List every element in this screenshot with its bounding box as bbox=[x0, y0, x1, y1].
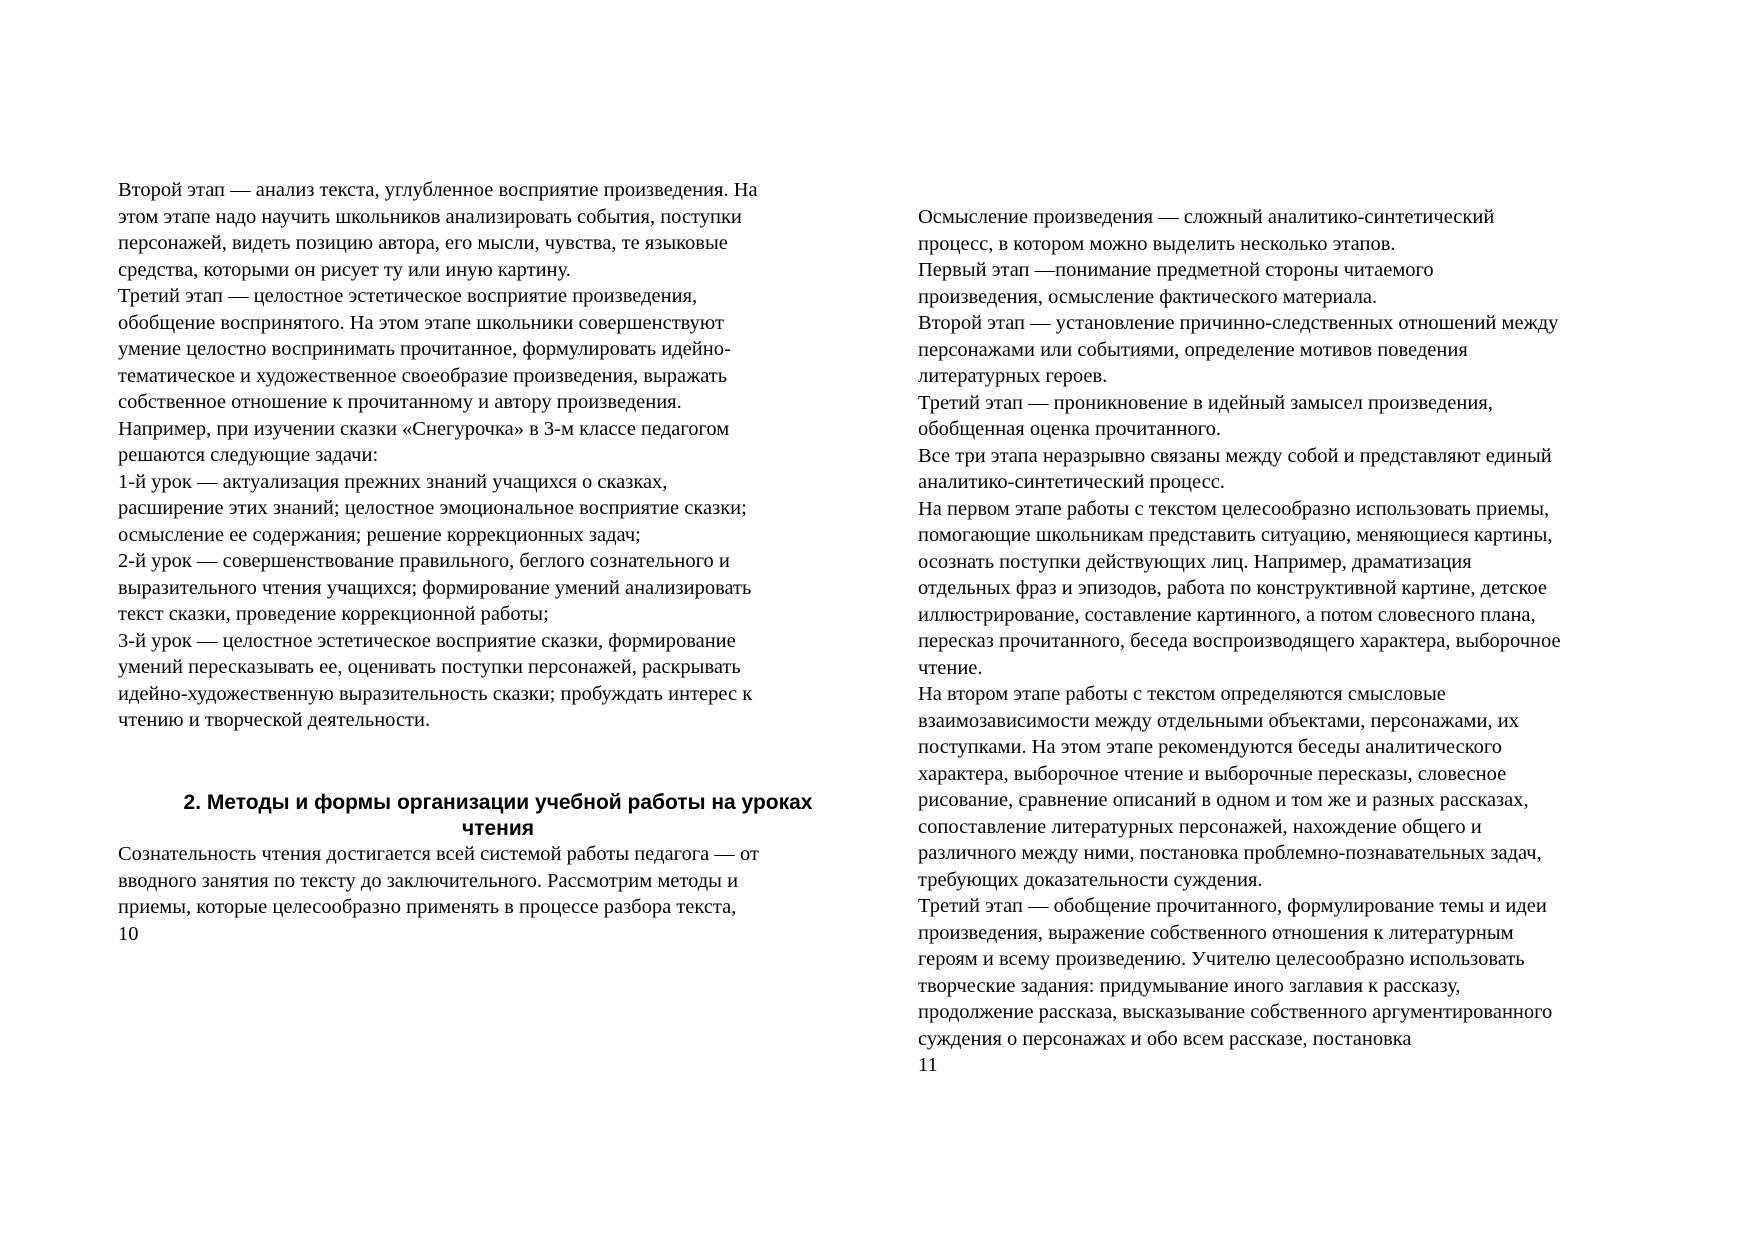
left-page-text-bottom bbox=[118, 841, 878, 947]
left-page-text-top bbox=[118, 177, 878, 734]
paragraph: Третий этап — обобщение прочитанного, формулирование темы и идеи произведения, выражение собственного отношения к литературным героям и всему произведению. Учителю целесообразно использовать творческие задания: придумывание иного заглавия к рассказу, продолжение рассказа, высказывание собственного аргументированного суждения о персонажах и обо всем рассказе, постановка bbox=[918, 895, 1553, 1050]
paragraph: 2-й урок — совершенствование правильного, беглого сознательного и выразительного чтения учащихся; формирование умений анализировать текст сказки, проведение коррекционной работы; bbox=[118, 550, 752, 625]
paragraph: На втором этапе работы с текстом определяются смысловые взаимозависимости между отдельными объектами, персонажами, их поступками. На этом этапе рекомендуются беседы аналитического характера, выборочное чтение и выборочные пересказы, словесное рисование, сравнение описаний в одном и том же и разных рассказах, сопоставление литературных персонажей, нахождение общего и различного между ними, постановка проблемно-познавательных задач, требующих доказательности суждения. bbox=[918, 683, 1542, 891]
paragraph: Второй этап — установление причинно-следственных отношений между персонажами или событиями, определение мотивов поведения литературных героев. bbox=[918, 312, 1559, 387]
paragraph: Сознательность чтения достигается всей системой работы педагога — от вводного занятия по тексту до заключительного. Рассмотрим методы и приемы, которые целесообразно применять в процессе разбора текста, bbox=[118, 843, 759, 918]
section-heading bbox=[118, 790, 878, 842]
page-number: 10 bbox=[118, 922, 139, 945]
paragraph: Третий этап — проникновение в идейный замысел произведения, обобщенная оценка прочитанного. bbox=[918, 391, 1493, 440]
section-heading-text: 2. Методы и формы организации учебной работы на уроках чтения bbox=[183, 791, 813, 840]
paragraph: Третий этап — целостное эстетическое восприятие произведения, обобщение воспринятого. На этом этапе школьники совершенствуют умение целостно воспринимать прочитанное, формулировать идейно- тематическое и художественное своеобразие произведения, выражать собственное отношение к прочитанному и автору произведения. bbox=[118, 285, 731, 413]
paragraph: 1-й урок — актуализация прежних знаний учащихся о сказках, расширение этих знаний; целостное эмоциональное восприятие сказки; осмысление ее содержания; решение коррекционных задач; bbox=[118, 470, 747, 546]
paragraph: Второй этап — анализ текста, углубленное восприятие произведения. На этом этапе надо научить школьников анализировать события, поступки персонажей, видеть позицию автора, его мысли, чувства, те языковые средства, которыми он рисует ту или иную картину. bbox=[118, 179, 758, 281]
paragraph: Осмысление произведения — сложный аналитико-синтетический процесс, в котором можно выделить несколько этапов. bbox=[918, 206, 1495, 255]
right-page-text bbox=[918, 204, 1678, 1079]
paragraph: Первый этап —понимание предметной стороны читаемого произведения, осмысление фактического материала. bbox=[918, 259, 1434, 308]
page-number: 11 bbox=[918, 1054, 938, 1076]
paragraph: Все три этапа неразрывно связаны между собой и представляют единый аналитико-синтетический процесс. bbox=[918, 444, 1552, 493]
paragraph: Например, при изучении сказки «Снегурочка» в 3-м классе педагогом решаются следующие задачи: bbox=[118, 417, 730, 466]
paragraph: 3-й урок — целостное эстетическое восприятие сказки, формирование умений пересказывать ее, оценивать поступки персонажей, раскрывать идейно-художественную выразительность сказки; пробуждать интерес к чтению и творческой деятельности. bbox=[118, 629, 753, 731]
paragraph: На первом этапе работы с текстом целесообразно использовать приемы, помогающие школьникам представить ситуацию, меняющиеся картины, осознать поступки действующих лиц. Например, драматизация отдельных фраз и эпизодов, работа по конструктивной картине, детское иллюстрирование, составление картинного, а потом словесного плана, пересказ прочитанного, беседа воспроизводящего характера, выборочное чтение. bbox=[918, 497, 1561, 679]
